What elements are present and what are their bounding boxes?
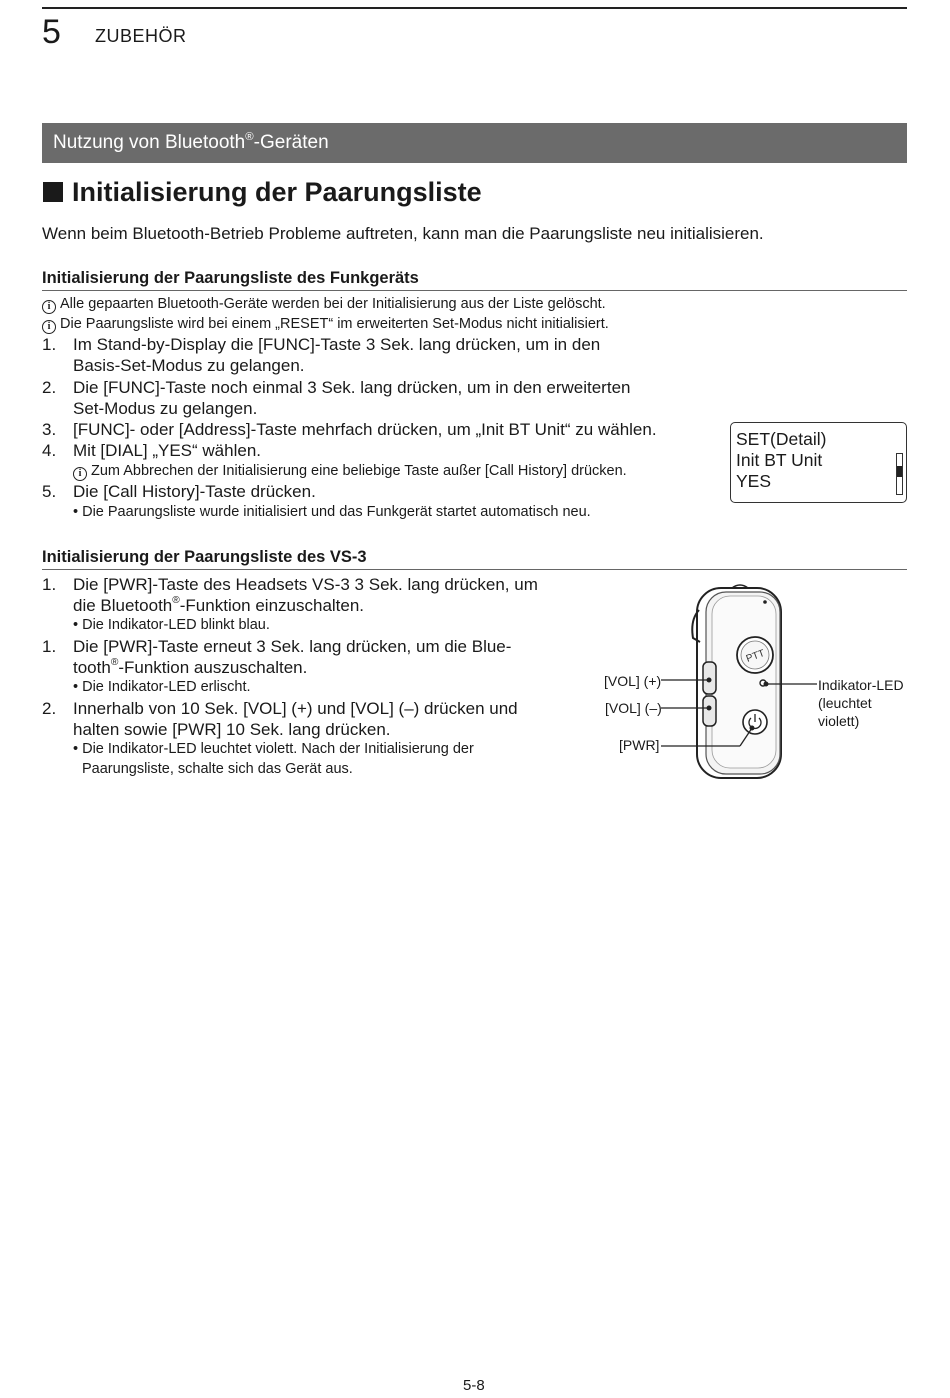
led-label-1: Indikator-LED — [818, 677, 904, 693]
top-rule — [42, 7, 907, 9]
info-circle-icon: i — [42, 300, 56, 314]
display-line-2: Init BT Unit — [736, 450, 823, 470]
radio-step-3: 3. [FUNC]- oder [Address]-Taste mehrfach drücken, um „Init BT Unit“ zu wählen. — [42, 420, 657, 439]
section-title: Nutzung von Bluetooth®-Geräten — [53, 130, 329, 153]
radio-step-1: 1. Im Stand-by-Display die [FUNC]-Taste 3 Sek. lang drücken, um in den Basis-Set-Modus zu gelangen. — [42, 335, 601, 375]
radio-note-1: i Alle gepaarten Bluetooth-Geräte werden bei der Initialisierung aus der Liste gelöscht. — [42, 294, 606, 314]
pwr-label: [PWR] — [619, 737, 660, 753]
radio-step-4: 4. Mit [DIAL] „YES“ wählen. — [42, 441, 262, 460]
led-label-2: (leuchtet — [818, 695, 872, 711]
display-scrollbar — [896, 453, 903, 495]
headset-section-rule — [42, 569, 907, 570]
section-bar — [42, 123, 907, 163]
radio-step-4-note: i Zum Abbrechen der Initialisierung eine beliebige Taste außer [Call History] drücken. — [73, 461, 627, 481]
headset-step-1: 1. Die [PWR]-Taste des Headsets VS-3 3 Sek. lang drücken, um die Bluetooth®-Funktion einzuschalten. — [42, 575, 538, 615]
led-label-3: violett) — [818, 713, 860, 729]
headset-step-3-bullet: • Die Indikator-LED leuchtet violett. Nach der Initialisierung der — [73, 741, 474, 757]
intro-text: Wenn beim Bluetooth-Betrieb Probleme auftreten, kann man die Paarungsliste neu initialisieren. — [42, 224, 764, 243]
vol-minus-button — [703, 696, 716, 726]
display-line-1: SET(Detail) — [736, 429, 827, 449]
info-circle-icon: i — [42, 320, 56, 334]
headset-step-1-bullet: • Die Indikator-LED blinkt blau. — [73, 617, 270, 633]
radio-step-5: 5. Die [Call History]-Taste drücken. — [42, 482, 316, 501]
main-heading: Initialisierung der Paarungsliste — [72, 177, 482, 207]
radio-note-2: i Die Paarungsliste wird bei einem „RESET“ im erweiterten Set-Modus nicht initialisiert. — [42, 314, 609, 334]
heading-square-icon — [43, 182, 63, 202]
display-line-3: YES — [736, 471, 772, 491]
radio-step-5-bullet: • Die Paarungsliste wurde initialisiert und das Funkgerät startet automatisch neu. — [73, 504, 591, 520]
headset-step-3: 2. Innerhalb von 10 Sek. [VOL] (+) und [VOL] (–) drücken und halten sowie [PWR] 10 Sek. lang drücken. — [42, 699, 518, 739]
headset-section-heading: Initialisierung der Paarungsliste des VS-3 — [42, 548, 367, 566]
headset-step-2: 1. Die [PWR]-Taste erneut 3 Sek. lang drücken, um die Blue- tooth®-Funktion auszuschalten. — [42, 637, 512, 677]
ptt-label: PTT — [744, 648, 767, 665]
radio-display — [730, 422, 907, 503]
radio-section-heading: Initialisierung der Paarungsliste des Funkgeräts — [42, 269, 419, 287]
radio-step-2: 2. Die [FUNC]-Taste noch einmal 3 Sek. lang drücken, um in den erweiterten Set-Modus zu gelangen. — [42, 378, 631, 418]
display-scroll-thumb — [897, 466, 902, 477]
info-circle-icon: i — [73, 467, 87, 481]
headset-top-dot — [763, 600, 767, 604]
page-number: 5-8 — [463, 1377, 485, 1394]
chapter-number: 5 — [42, 13, 61, 51]
radio-section-rule — [42, 290, 907, 291]
vol-plus-label: [VOL] (+) — [604, 673, 662, 689]
chapter-title: ZUBEHÖR — [95, 26, 187, 46]
headset-step-2-bullet: • Die Indikator-LED erlischt. — [73, 679, 251, 695]
vol-minus-label: [VOL] (–) — [605, 700, 662, 716]
headset-step-3-bullet-cont: Paarungsliste, schalte sich das Gerät aus. — [82, 761, 353, 777]
